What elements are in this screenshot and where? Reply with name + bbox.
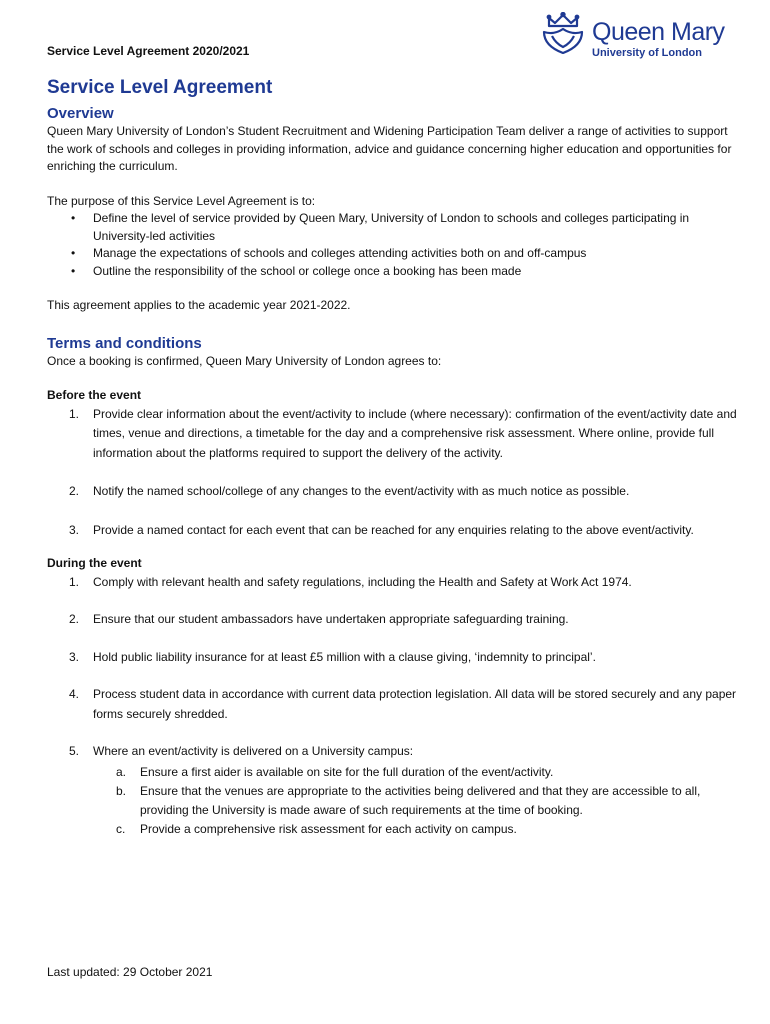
item-number: 2.	[69, 612, 80, 626]
item-text: Ensure a first aider is available on site for the full duration of the event/activity.	[140, 764, 554, 779]
item-number: 4.	[69, 687, 80, 701]
list-item	[69, 648, 737, 668]
list-item	[69, 742, 737, 839]
purpose-item: • Manage the expectations of schools and colleges attending activities both on and off-campus	[93, 245, 737, 263]
item-text: Provide clear information about the event/activity to include (where necessary): confirmation of the event/activity date and times, venue and directions, a timetable for the day and a comprehensive risk assessment. Where online, provide full information about the platforms required to support the delivery of the activity.	[93, 406, 737, 460]
item-number: 3.	[69, 649, 80, 664]
list-item	[69, 573, 737, 593]
overview-heading: Overview	[47, 105, 114, 122]
logo-name: Queen Mary	[592, 18, 725, 46]
sublist-item	[116, 820, 737, 839]
item-text: Provide a named contact for each event that can be reached for any enquiries relating to the above event/activity.	[93, 522, 694, 537]
list-item	[69, 610, 737, 630]
item-number: 3.	[69, 522, 80, 537]
sublist-item	[116, 763, 737, 782]
item-letter: a.	[116, 764, 127, 779]
item-number: 2.	[69, 484, 80, 498]
list-item	[69, 685, 737, 724]
before-event-heading: Before the event	[47, 388, 142, 402]
last-updated: Last updated: 29 October 2021	[47, 965, 213, 979]
crown-crest-icon	[538, 12, 588, 54]
terms-heading: Terms and conditions	[47, 334, 202, 352]
item-number: 1.	[69, 406, 80, 421]
list-item	[69, 521, 737, 541]
item-text: Process student data in accordance with current data protection legislation. All data will be stored securely and any paper forms securely shredded.	[93, 687, 737, 721]
purpose-lead: The purpose of this Service Level Agreement is to:	[47, 193, 316, 208]
campus-sublist	[93, 763, 737, 839]
spacer	[47, 176, 737, 193]
document-body	[47, 76, 737, 839]
item-text: Notify the named school/college of any changes to the event/activity with as much notice as possible.	[93, 484, 630, 498]
item-text: Hold public liability insurance for at least £5 million with a clause giving, ‘indemnity to principal’.	[93, 649, 596, 664]
logo-subtitle: University of London	[592, 47, 702, 59]
document-title: Service Level Agreement	[47, 77, 273, 98]
university-logo	[538, 12, 728, 64]
purpose-list	[47, 210, 737, 280]
sublist-item	[116, 782, 737, 820]
item-number: 5.	[69, 744, 80, 758]
purpose-item: • Define the level of service provided by Queen Mary, University of London to schools and colleges participating in University-led activities	[93, 210, 737, 245]
item-letter: c.	[116, 821, 126, 836]
item-text: Provide a comprehensive risk assessment for each activity on campus.	[140, 821, 517, 836]
item-text: Ensure that our student ambassadors have undertaken appropriate safeguarding training.	[93, 612, 569, 626]
item-text: Where an event/activity is delivered on a University campus:	[93, 744, 414, 758]
during-event-list	[47, 573, 737, 839]
list-item	[69, 405, 737, 464]
item-number: 1.	[69, 574, 80, 589]
list-item	[69, 482, 737, 502]
item-text: Comply with relevant health and safety regulations, including the Health and Safety at Work Act 1974.	[93, 574, 632, 589]
item-text: Ensure that the venues are appropriate to the activities being delivered and that they are accessible to all, providing the University is made aware of such requirements at the time of booking.	[140, 783, 701, 817]
spacer	[47, 280, 737, 297]
during-event-heading: During the event	[47, 556, 142, 570]
terms-intro: Once a booking is confirmed, Queen Mary University of London agrees to:	[47, 353, 442, 368]
before-event-list	[47, 405, 737, 541]
purpose-item: • Outline the responsibility of the school or college once a booking has been made	[93, 263, 737, 281]
overview-intro: Queen Mary University of London’s Student Recruitment and Widening Participation Team deliver a range of activities to support the work of schools and colleges in providing information, advice and guidance concerning higher education and opportunities for enriching the curriculum.	[47, 124, 732, 173]
item-letter: b.	[116, 783, 127, 798]
applies-statement: This agreement applies to the academic year 2021-2022.	[47, 298, 351, 312]
running-header-title: Service Level Agreement 2020/2021	[47, 44, 250, 58]
